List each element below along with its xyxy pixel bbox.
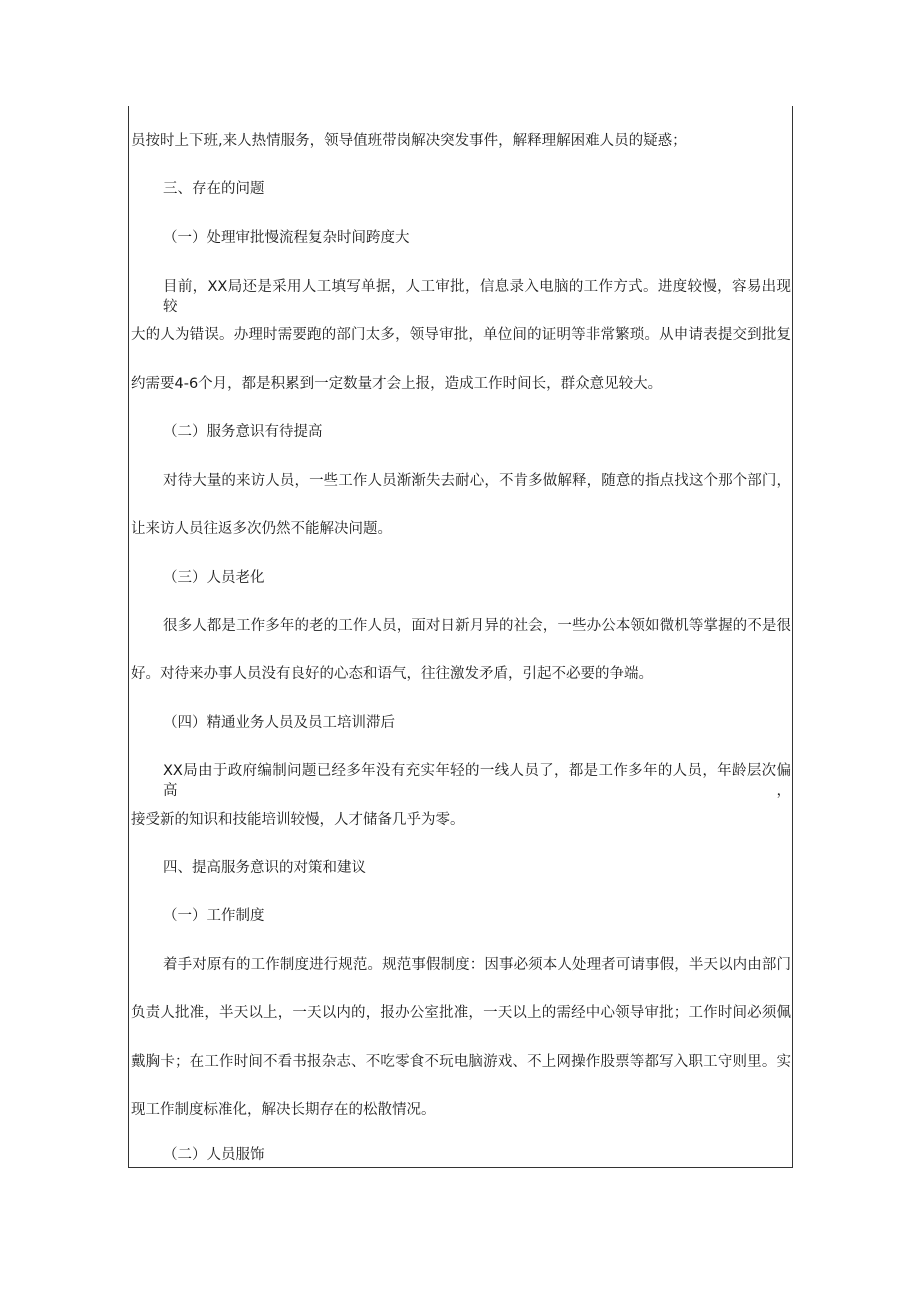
subsection-heading: （二）人员服饰 bbox=[163, 1147, 265, 1163]
subsection-heading: （三）人员老化 bbox=[163, 570, 265, 586]
text-line: 着手对原有的工作制度进行规范。规范事假制度：因事必须本人处理者可请事假，半天以内由部门 bbox=[163, 957, 791, 973]
subsection-heading: （一）处理审批慢流程复杂时间跨度大 bbox=[163, 230, 410, 246]
text-line: 好。对待来办事人员没有良好的心态和语气，往往激发矛盾，引起不必要的争端。 bbox=[131, 666, 653, 682]
section-heading: 三、存在的问题 bbox=[163, 181, 265, 197]
text-line: XX局由于政府编制问题已经多年没有充实年轻的一线人员了，都是工作多年的人员，年龄层次偏高， bbox=[163, 763, 791, 799]
text-line: 戴胸卡；在工作时间不看书报杂志、不吃零食不玩电脑游戏、不上网操作股票等都写入职工守则里。实 bbox=[131, 1054, 791, 1070]
text-line: 目前，XX局还是采用人工填写单据，人工审批，信息录入电脑的工作方式。进度较慢，容易出现较 bbox=[163, 279, 791, 315]
text-line: 负责人批准，半天以上，一天以内的，报办公室批准，一天以上的需经中心领导审批；工作时间必须佩 bbox=[131, 1005, 791, 1021]
text-line: 接受新的知识和技能培训较慢，人才储备几乎为零。 bbox=[131, 812, 465, 828]
text-line: 让来访人员往返多次仍然不能解决问题。 bbox=[131, 521, 392, 537]
subsection-heading: （二）服务意识有待提高 bbox=[163, 424, 323, 440]
text-line: 很多人都是工作多年的老的工作人员，面对日新月异的社会，一些办公本领如微机等掌握的不是很 bbox=[163, 618, 791, 634]
section-heading: 四、提高服务意识的对策和建议 bbox=[163, 860, 366, 876]
text-line: 现工作制度标准化，解决长期存在的松散情况。 bbox=[131, 1102, 436, 1118]
subsection-heading: （四）精通业务人员及员工培训滞后 bbox=[163, 715, 395, 731]
text-line: 约需要4-6个月，都是积累到一定数量才会上报，造成工作时间长，群众意见较大。 bbox=[131, 376, 663, 392]
text-line: 对待大量的来访人员，一些工作人员渐渐失去耐心，不肯多做解释，随意的指点找这个那个部门， bbox=[163, 473, 791, 489]
text-line: 大的人为错误。办理时需要跑的部门太多，领导审批，单位间的证明等非常繁琐。从申请表提交到批复 bbox=[131, 327, 791, 343]
subsection-heading: （一）工作制度 bbox=[163, 908, 265, 924]
text-line: 员按时上下班,来人热情服务，领导值班带岗解决突发事件，解释理解困难人员的疑惑； bbox=[131, 133, 687, 149]
